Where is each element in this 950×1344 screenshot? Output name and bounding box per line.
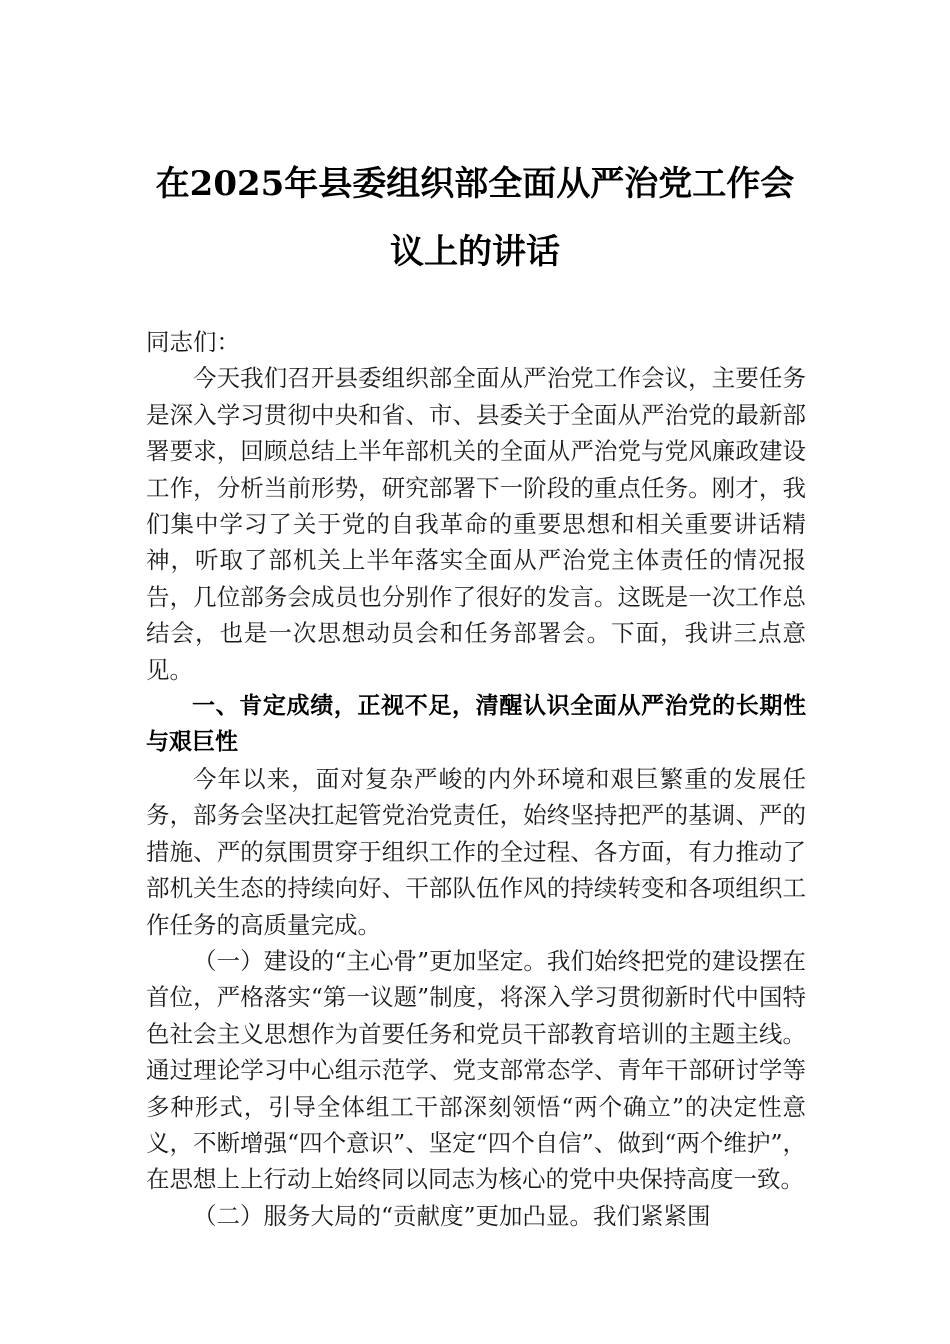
document-body — [146, 324, 806, 1234]
title-line-1: 在2025年县委组织部全面从严治党工作会 — [155, 164, 795, 204]
paragraph-achievements: 今年以来，面对复杂严峻的内外环境和艰巨繁重的发展任务，部务会坚决扛起管党治党责任，始终坚持把严的基调、严的措施、严的氛围贯穿于组织工作的全过程、各方面，有力推动了部机关生态的持续向好、干部队伍作风的持续转变和各项组织工作任务的高质量完成。 — [146, 764, 806, 939]
paragraph-subsection-2: （二）服务大局的“贡献度”更加凸显。我们紧紧围 — [193, 1201, 711, 1230]
paragraph-subsection-1: （一）建设的“主心骨”更加坚定。我们始终把党的建设摆在首位，严格落实“第一议题”制度，将深入学习贯彻新时代中国特色社会主义思想作为首要任务和党员干部教育培训的主题主线。通过理论学习中心组示范学、党支部常态学、青年干部研讨学等多种形式，引导全体组工干部深刻领悟“两个确立”的决定性意义，不断增强“四个意识”、坚定“四个自信”、做到“两个维护”，在思想上上行动上始终同以同志为核心的党中央保持高度一致。 — [146, 946, 806, 1194]
document-title — [120, 150, 830, 286]
section-heading-1: 一、肯定成绩，正视不足，清醒认识全面从严治党的长期性与艰巨性 — [146, 693, 806, 756]
paragraph-intro: 今天我们召开县委组织部全面从严治党工作会议，主要任务是深入学习贯彻中央和省、市、县委关于全面从严治党的最新部署要求，回顾总结上半年部机关的全面从严治党与党风廉政建设工作，分析当前形势，研究部署下一阶段的重点任务。刚才，我们集中学习了关于党的自我革命的重要思想和相关重要讲话精神，听取了部机关上半年落实全面从严治党主体责任的情况报告，几位部务会成员也分别作了很好的发言。这既是一次工作总结会，也是一次思想动员会和任务部署会。下面，我讲三点意见。 — [146, 364, 806, 684]
title-line-2: 议上的讲话 — [390, 232, 560, 272]
salutation: 同志们： — [146, 328, 240, 356]
